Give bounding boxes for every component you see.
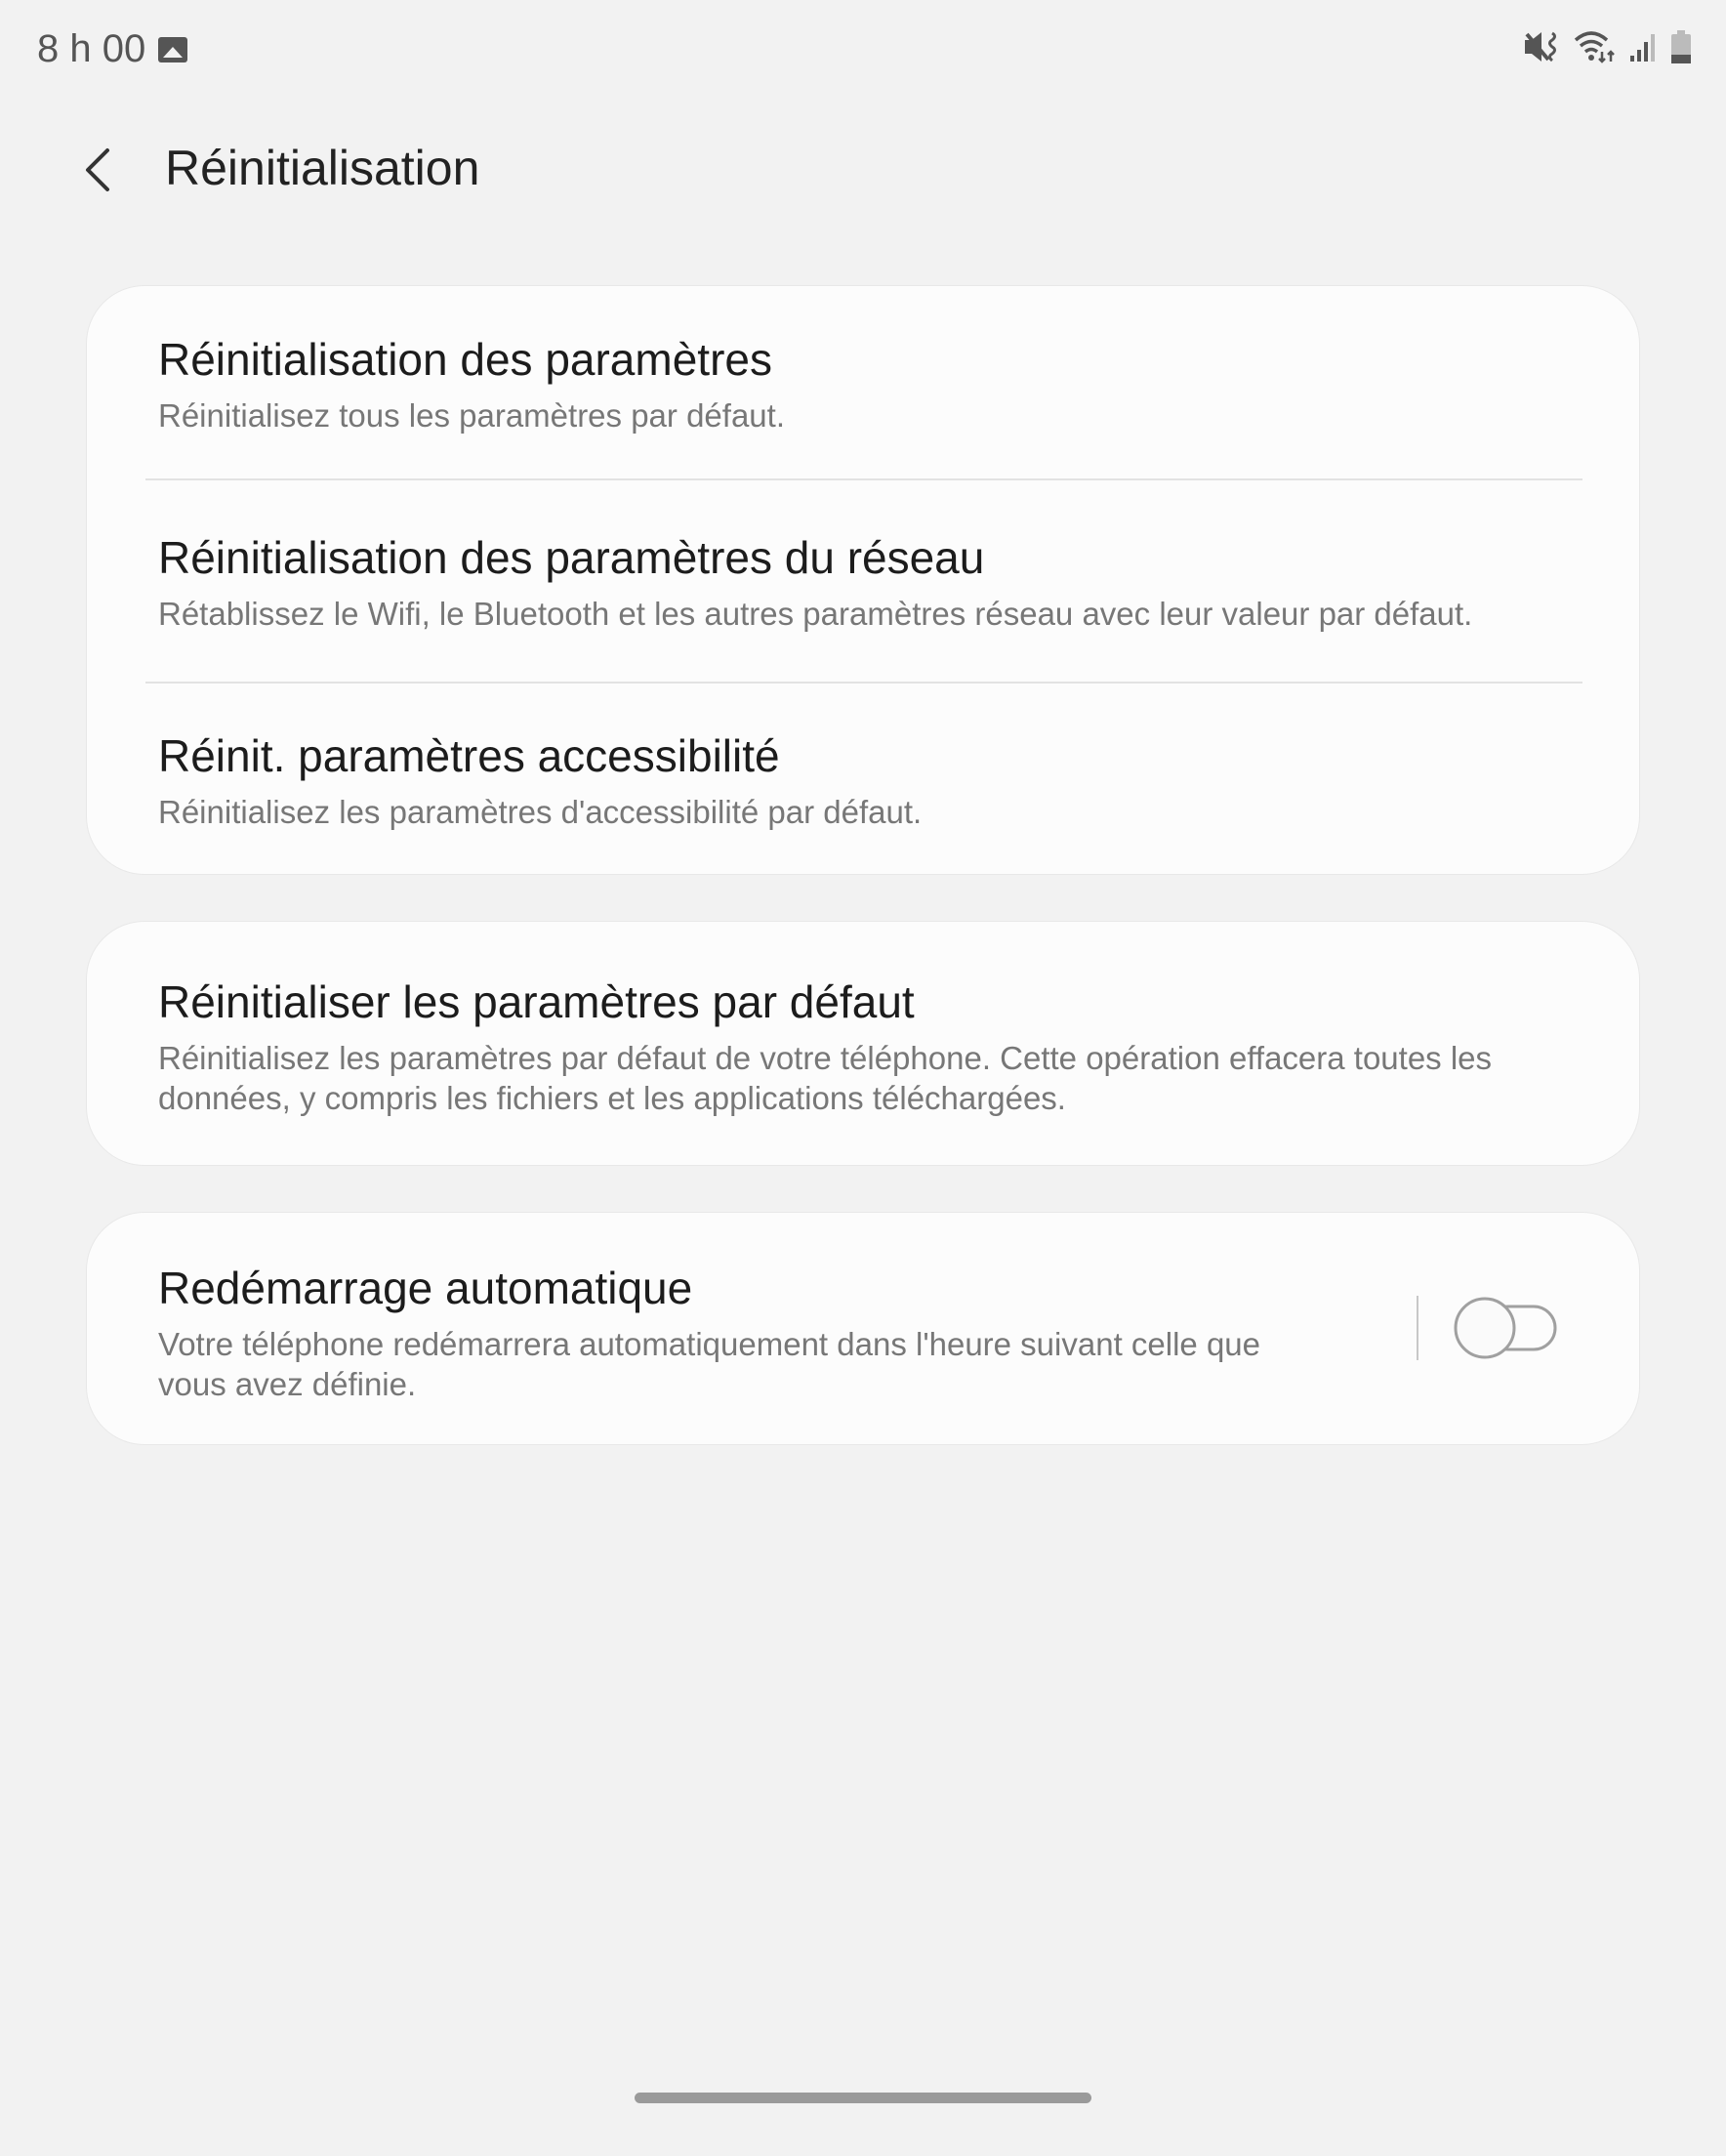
auto-restart-toggle[interactable] (1454, 1297, 1559, 1359)
item-subtitle: Réinitialisez les paramètres par défaut de votre téléphone. Cette opération effacera toutes les données, y compris les fichiers et les applications téléchargées. (158, 1040, 1493, 1116)
status-time: 8 h 00 (37, 27, 146, 70)
factory-reset-item[interactable] (158, 975, 1581, 1118)
back-button[interactable] (74, 145, 125, 195)
gallery-icon (158, 37, 187, 62)
factory-reset-card[interactable] (86, 921, 1640, 1166)
auto-restart-card[interactable] (86, 1212, 1640, 1445)
divider (145, 682, 1582, 684)
reset-settings-item[interactable] (158, 333, 1581, 435)
item-title: Réinit. paramètres accessibilité (158, 730, 780, 781)
wifi-icon (1574, 30, 1617, 63)
auto-restart-item[interactable] (158, 1262, 1327, 1404)
vibrate-icon (1523, 30, 1562, 63)
signal-icon (1628, 30, 1658, 63)
page-title: Réinitialisation (165, 141, 480, 195)
item-title: Redémarrage automatique (158, 1263, 693, 1313)
vertical-divider (1417, 1296, 1418, 1360)
reset-accessibility-settings-item[interactable] (158, 729, 1581, 832)
reset-options-card (86, 285, 1640, 875)
item-title: Réinitialiser les paramètres par défaut (158, 976, 915, 1027)
status-icons (1523, 29, 1693, 64)
item-title: Réinitialisation des paramètres du réseau (158, 532, 985, 583)
divider (145, 478, 1582, 480)
item-subtitle: Réinitialisez tous les paramètres par défaut. (158, 397, 785, 434)
battery-icon (1669, 29, 1693, 64)
item-subtitle: Votre téléphone redémarrera automatiquement dans l'heure suivant celle que vous avez définie. (158, 1326, 1261, 1402)
item-subtitle: Rétablissez le Wifi, le Bluetooth et les autres paramètres réseau avec leur valeur par défaut. (158, 596, 1473, 632)
reset-network-settings-item[interactable] (158, 531, 1581, 634)
item-title: Réinitialisation des paramètres (158, 334, 772, 385)
home-indicator[interactable] (635, 2093, 1091, 2103)
item-subtitle: Réinitialisez les paramètres d'accessibilité par défaut. (158, 794, 923, 830)
